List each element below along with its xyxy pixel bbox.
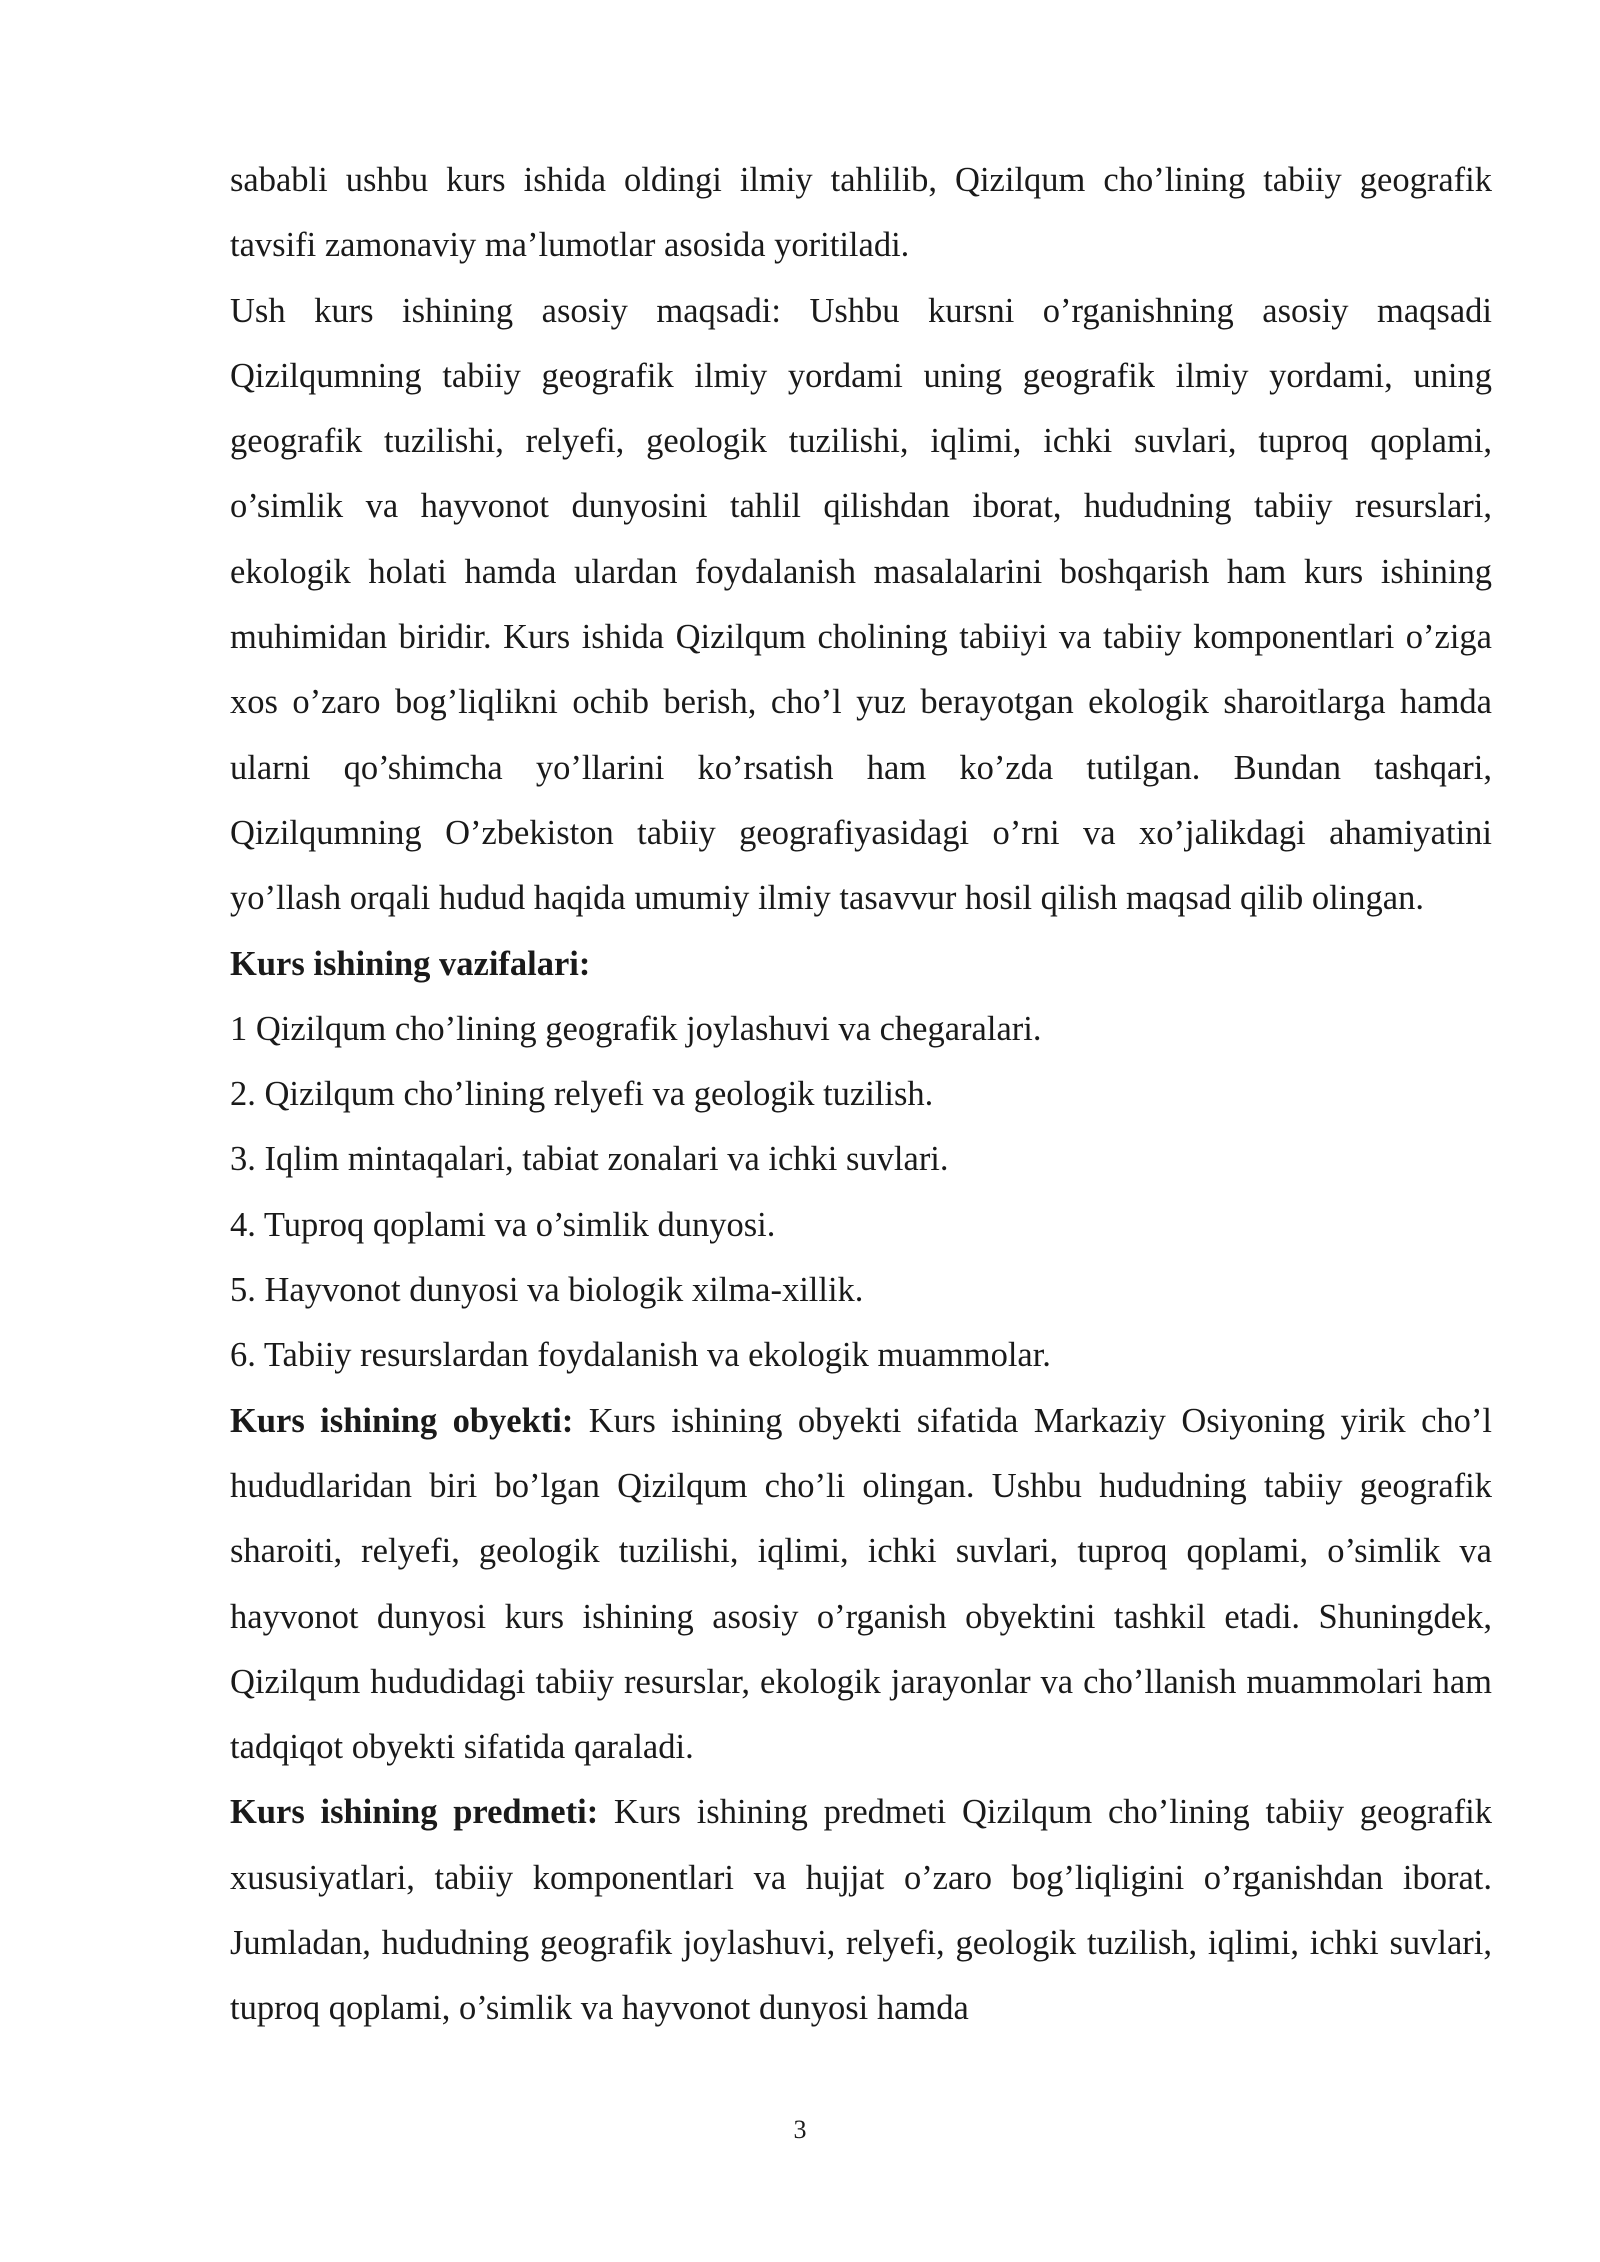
object-text: Kurs ishining obyekti sifatida Markaziy Osiyoning yirik cho’l hududlaridan biri bo’lgan Qizilqum cho’li olingan. Ushbu hududning tabiiy geografik sharoiti, relyefi, geologik tuzilishi, iqlimi, ichki suvlari, tuproq qoplami, o’simlik va hayvonot dunyosi kurs ishining asosiy o’rganish obyektini tashkil etadi. Shuningdek, Qizilqum hududidagi tabiiy resurslar, ekologik jarayonlar va cho’llanish muammolari ham tadqiqot obyekti sifatida qaraladi. [230, 1401, 1492, 1767]
subject-lead: Kurs ishining predmeti: [230, 1793, 599, 1832]
subject-text: Kurs ishining predmeti Qizilqum cho’lining tabiiy geografik xususiyatlari, tabiiy komponentlari va hujjat o’zaro bog’liqligini o’rganishdan iborat. Jumladan, hududning geografik joylashuvi, relyefi, geologik tuzilish, iqlimi, ichki suvlari, tuproq qoplami, o’simlik va hayvonot dunyosi hamda [230, 1793, 1492, 2028]
aim-paragraph: Ush kurs ishining asosiy maqsadi: Ushbu kursni o’rganishning asosiy maqsadi Qizilqumning tabiiy geografik ilmiy yordami uning geografik ilmiy yordami, uning geografik tuzilishi, relyefi, geologik tuzilishi, iqlimi, ichki suvlari, tuproq qoplami, o’simlik va hayvonot dunyosini tahlil qilishdan iborat, hududning tabiiy resurslari, ekologik holati hamda ulardan foydalanish masalalarini boshqarish ham kurs ishining muhimidan biridir. Kurs ishida Qizilqum cholining tabiiyi va tabiiy komponentlari o’ziga xos o’zaro bog’liqlikni ochib berish, cho’l yuz berayotgan ekologik sharoitlarga hamda ularni qo’shimcha yo’llarini ko’rsatish ham ko’zda tutilgan. Bundan tashqari, Qizilqumning O’zbekiston tabiiy geografiyasidagi o’rni va xo’jalikdagi ahamiyatini yo’llash orqali hudud haqida umumiy ilmiy tasavvur hosil qilish maqsad qilib olingan. [230, 291, 1492, 918]
page-number: 3 [793, 2115, 807, 2144]
tasks-heading: Kurs ishining vazifalari: [230, 944, 591, 983]
subject-paragraph [230, 1780, 1492, 2041]
intro-continuation-paragraph: sababli ushbu kurs ishida oldingi ilmiy tahlilib, Qizilqum cho’lining tabiiy geografik tavsifi zamonaviy ma’lumotlar asosida yoritiladi. [230, 161, 1492, 265]
list-item: 4. Tuproq qoplami va o’simlik dunyosi. [230, 1205, 776, 1244]
list-item: 5. Hayvonot dunyosi va biologik xilma-xillik. [230, 1271, 864, 1310]
object-paragraph [230, 1389, 1492, 1781]
object-lead: Kurs ishining obyekti: [230, 1401, 574, 1440]
tasks-list [230, 997, 1492, 1389]
list-item: 3. Iqlim mintaqalari, tabiat zonalari va ichki suvlari. [230, 1140, 949, 1179]
list-item: 2. Qizilqum cho’lining relyefi va geologik tuzilish. [230, 1075, 934, 1114]
list-item: 1 Qizilqum cho’lining geografik joylashuvi va chegaralari. [230, 1009, 1042, 1048]
list-item: 6. Tabiiy resurslardan foydalanish va ekologik muammolar. [230, 1336, 1051, 1375]
document-page [230, 148, 1492, 2042]
